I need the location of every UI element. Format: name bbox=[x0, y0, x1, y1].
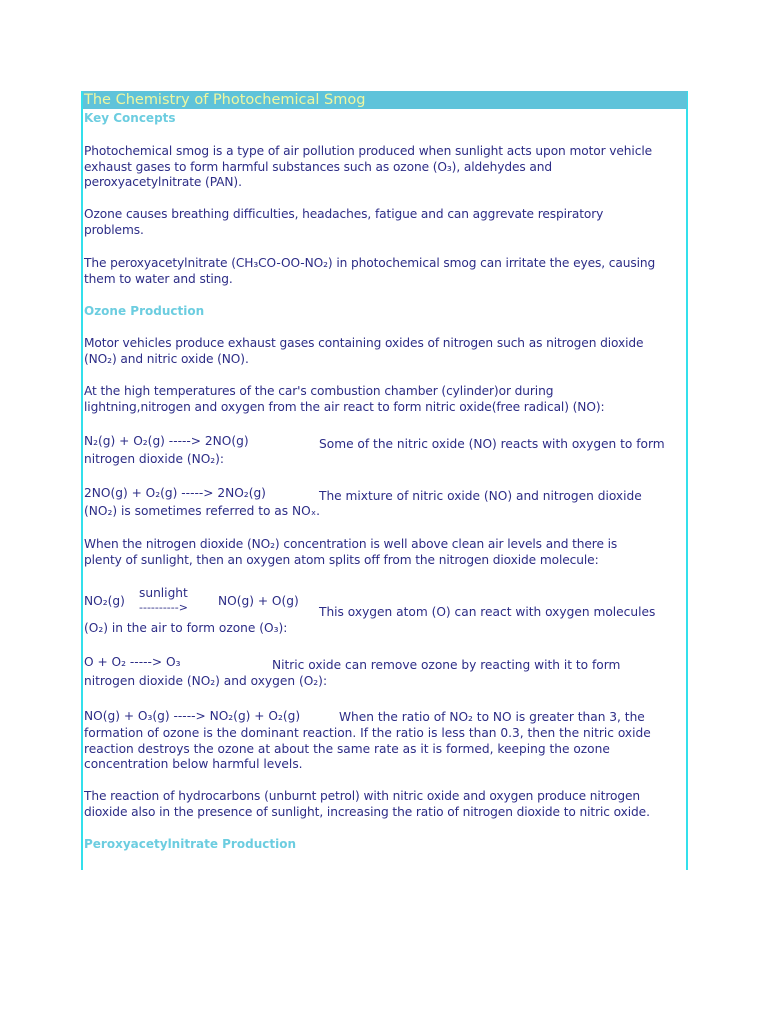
arrow-icon: ----------> bbox=[139, 601, 188, 614]
heading-ozone-production: Ozone Production bbox=[84, 304, 205, 318]
document-title: The Chemistry of Photochemical Smog bbox=[83, 91, 687, 109]
equation-explanation-cont: (NO₂) is sometimes referred to as NOₓ. bbox=[84, 504, 320, 518]
paragraph-smog-definition: Photochemical smog is a type of air pollution produced when sunlight acts upon motor vehicle exhaust gases to form harmful substances such as ozone (O₃), aldehydes and peroxyacetylnitrate (PAN). bbox=[84, 144, 653, 190]
photolysis-reactant: NO₂(g) bbox=[84, 594, 125, 608]
equation-no-formation: N₂(g) + O₂(g) -----> 2NO(g) bbox=[84, 434, 249, 448]
equation-explanation: The mixture of nitric oxide (NO) and nitrogen dioxide bbox=[319, 489, 642, 503]
equation-explanation-cont: reaction destroys the ozone at about the same rate as it is formed, keeping the ozone bbox=[84, 742, 610, 756]
photolysis-explanation: This oxygen atom (O) can react with oxygen molecules bbox=[319, 605, 656, 619]
heading-key-concepts: Key Concepts bbox=[84, 111, 176, 125]
equation-explanation: When the ratio of NO₂ to NO is greater than 3, the bbox=[339, 710, 645, 724]
document-frame bbox=[81, 91, 688, 870]
equation-explanation-cont: nitrogen dioxide (NO₂) and oxygen (O₂): bbox=[84, 674, 328, 688]
photolysis-condition: sunlight bbox=[139, 586, 188, 600]
paragraph-no2-sunlight: When the nitrogen dioxide (NO₂) concentration is well above clean air levels and there is plenty of sunlight, then an oxygen atom splits off from the nitrogen dioxide molecule: bbox=[84, 537, 618, 567]
equation-explanation-cont: concentration below harmful levels. bbox=[84, 757, 303, 771]
paragraph-hydrocarbons: The reaction of hydrocarbons (unburnt petrol) with nitric oxide and oxygen produce nitrogen dioxide also in the presence of sunlight, increasing the ratio of nitrogen dioxide to nitric oxide. bbox=[84, 789, 650, 819]
equation-explanation: Nitric oxide can remove ozone by reacting with it to form bbox=[272, 658, 621, 672]
equation-no2-formation: 2NO(g) + O₂(g) -----> 2NO₂(g) bbox=[84, 486, 266, 500]
paragraph-combustion: At the high temperatures of the car's combustion chamber (cylinder)or during lightning,nitrogen and oxygen from the air react to form nitric oxide(free radical) (NO): bbox=[84, 384, 605, 414]
equation-explanation: Some of the nitric oxide (NO) reacts with oxygen to form bbox=[319, 437, 665, 451]
photolysis-products: NO(g) + O(g) bbox=[218, 594, 299, 608]
equation-explanation-cont: nitrogen dioxide (NO₂): bbox=[84, 452, 225, 466]
equation-explanation-cont: formation of ozone is the dominant reaction. If the ratio is less than 0.3, then the nitric oxide bbox=[84, 726, 651, 740]
paragraph-exhaust-gases: Motor vehicles produce exhaust gases containing oxides of nitrogen such as nitrogen dioxide (NO₂) and nitric oxide (NO). bbox=[84, 336, 644, 366]
paragraph-pan-effects: The peroxyacetylnitrate (CH₃CO-OO-NO₂) in photochemical smog can irritate the eyes, causing them to water and sting. bbox=[84, 256, 656, 286]
equation-ozone-formation: O + O₂ -----> O₃ bbox=[84, 655, 181, 669]
heading-pan-production: Peroxyacetylnitrate Production bbox=[84, 837, 296, 851]
equation-ozone-removal: NO(g) + O₃(g) -----> NO₂(g) + O₂(g) bbox=[84, 709, 301, 723]
photolysis-explanation-cont: (O₂) in the air to form ozone (O₃): bbox=[84, 621, 288, 635]
paragraph-ozone-effects: Ozone causes breathing difficulties, headaches, fatigue and can aggrevate respiratory problems. bbox=[84, 207, 604, 237]
